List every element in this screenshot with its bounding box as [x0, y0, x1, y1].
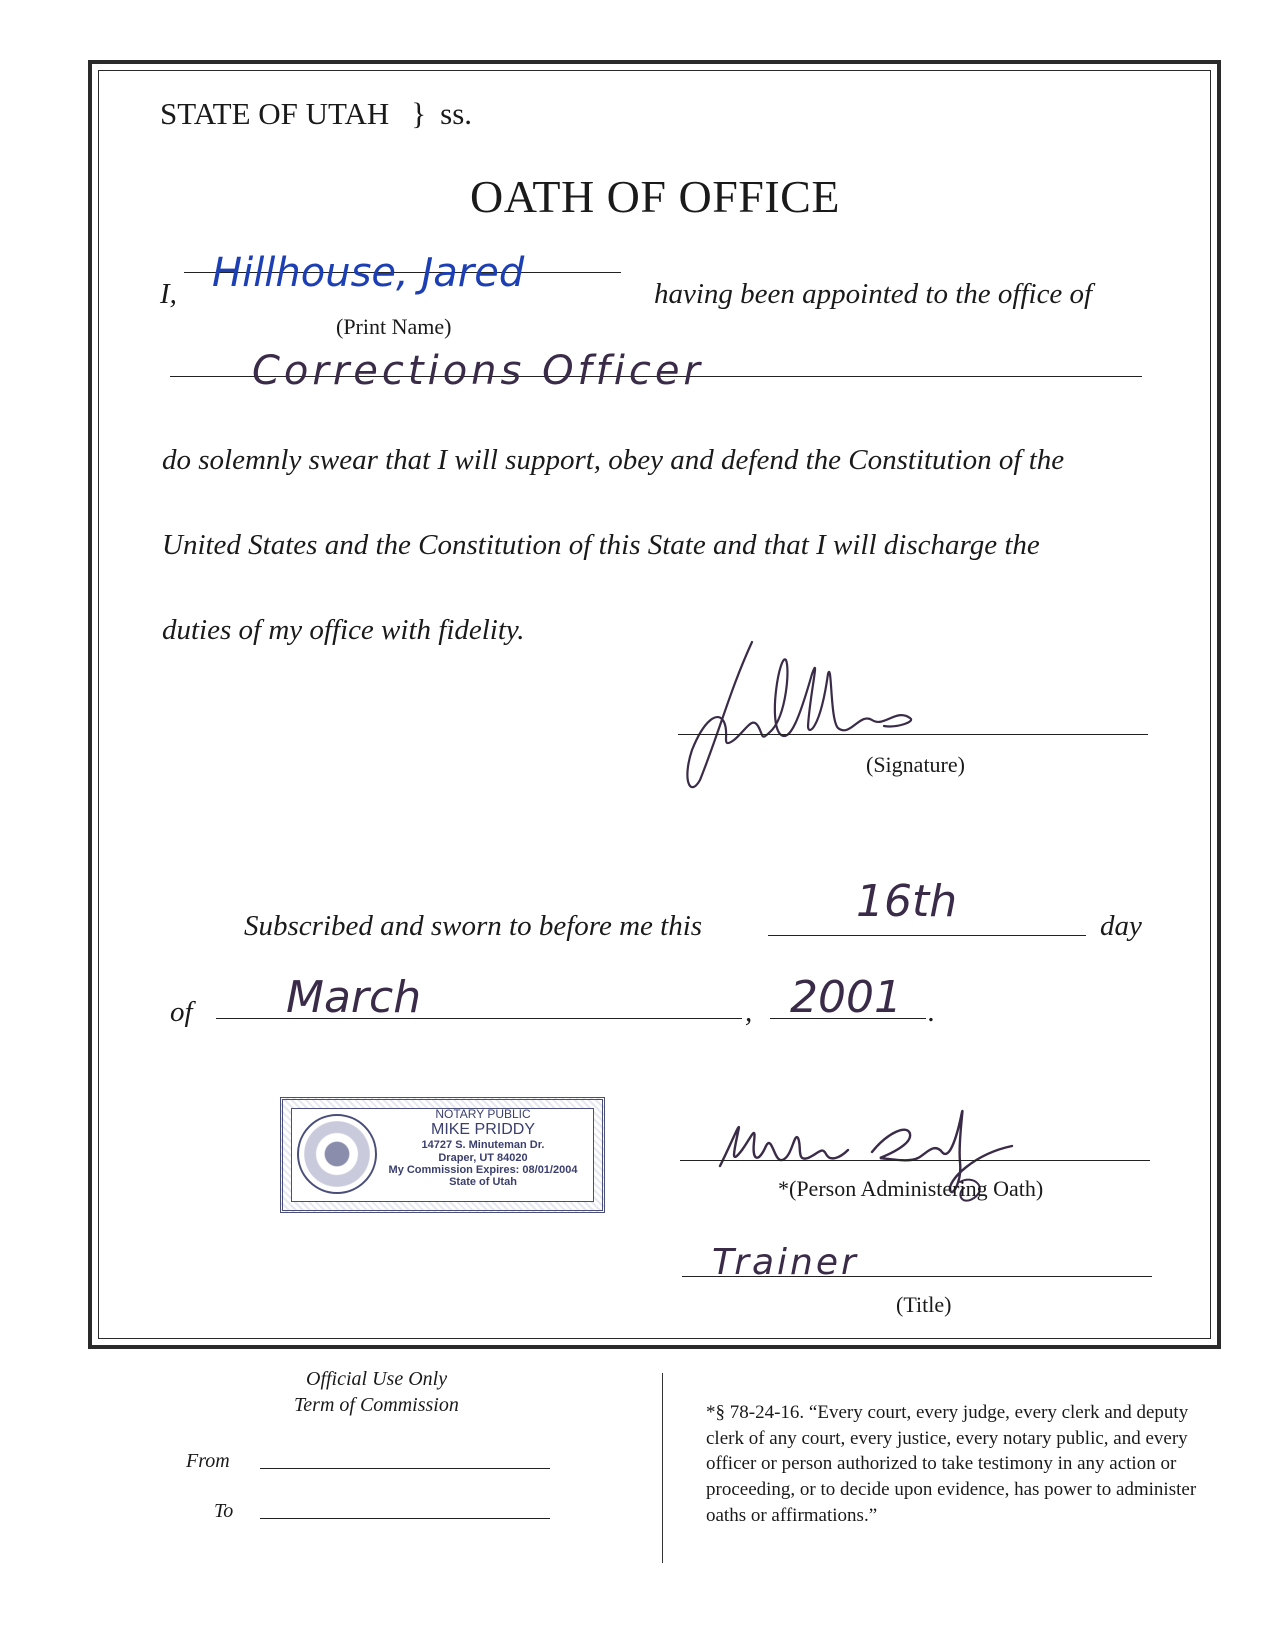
- period-mark: .: [928, 996, 936, 1028]
- notary-stamp: [280, 1097, 605, 1213]
- stamp-line-1: NOTARY PUBLIC: [435, 1107, 531, 1121]
- stamp-line-5: My Commission Expires: 08/01/2004: [388, 1163, 578, 1176]
- comma-mark: ,: [745, 996, 753, 1028]
- stamp-text-block: [378, 1108, 588, 1189]
- year-handwritten: 2001: [790, 972, 902, 1023]
- subscribed-text: Subscribed and sworn to before me this: [244, 910, 703, 942]
- office-handwritten: Corrections Officer: [252, 348, 704, 394]
- day-word: day: [1100, 910, 1142, 942]
- oath-body-line-2: United States and the Constitution of this State and that I will discharge the: [162, 529, 1040, 561]
- oath-body-line-3: duties of my office with fidelity.: [162, 614, 525, 646]
- day-field-line: [768, 935, 1086, 936]
- name-caption: (Print Name): [336, 314, 452, 339]
- appointed-text: having been appointed to the office of: [654, 278, 1093, 310]
- to-label: To: [214, 1500, 234, 1522]
- day-handwritten: 16th: [856, 876, 958, 927]
- from-field-line: [260, 1468, 550, 1469]
- title-handwritten: Trainer: [712, 1242, 859, 1283]
- title-caption: (Title): [896, 1292, 952, 1317]
- administrator-caption: *(Person Administering Oath): [778, 1176, 1044, 1201]
- to-field-line: [260, 1518, 550, 1519]
- stamp-line-6: State of Utah: [449, 1176, 517, 1189]
- statute-note: *§ 78-24-16. “Every court, every judge, every clerk and deputy clerk of any court, every justice, every notary public, and every officer or person authorized to take testimony in any action or proceeding, or to decide upon evidence, has power to administer oaths or affirmations.”: [706, 1402, 1197, 1526]
- footer-divider: [662, 1373, 663, 1563]
- official-use-label: Official Use Only: [306, 1368, 448, 1390]
- month-handwritten: March: [286, 972, 422, 1023]
- oath-prefix: I,: [160, 278, 177, 310]
- stamp-line-2: MIKE PRIDDY: [430, 1121, 535, 1139]
- brace-glyph: }: [411, 96, 427, 131]
- oath-body-line-1: do solemnly swear that I will support, obey and defend the Constitution of the: [162, 444, 1065, 476]
- administrator-signature-line: [680, 1160, 1150, 1161]
- stamp-line-4: Draper, UT 84020: [438, 1151, 528, 1164]
- stamp-line-3: 14727 S. Minuteman Dr.: [421, 1139, 545, 1152]
- signature-line: [678, 734, 1148, 735]
- from-label: From: [186, 1450, 230, 1472]
- name-handwritten: Hillhouse, Jared: [212, 250, 525, 296]
- page-title: OATH OF OFFICE: [470, 171, 840, 222]
- state-seal-icon: [297, 1114, 377, 1194]
- ss-label: ss.: [440, 96, 473, 131]
- term-label: Term of Commission: [294, 1394, 459, 1416]
- venue-line: [160, 96, 472, 132]
- state-label: STATE OF UTAH: [160, 96, 390, 131]
- of-word: of: [170, 996, 193, 1028]
- signature-caption: (Signature): [866, 752, 965, 777]
